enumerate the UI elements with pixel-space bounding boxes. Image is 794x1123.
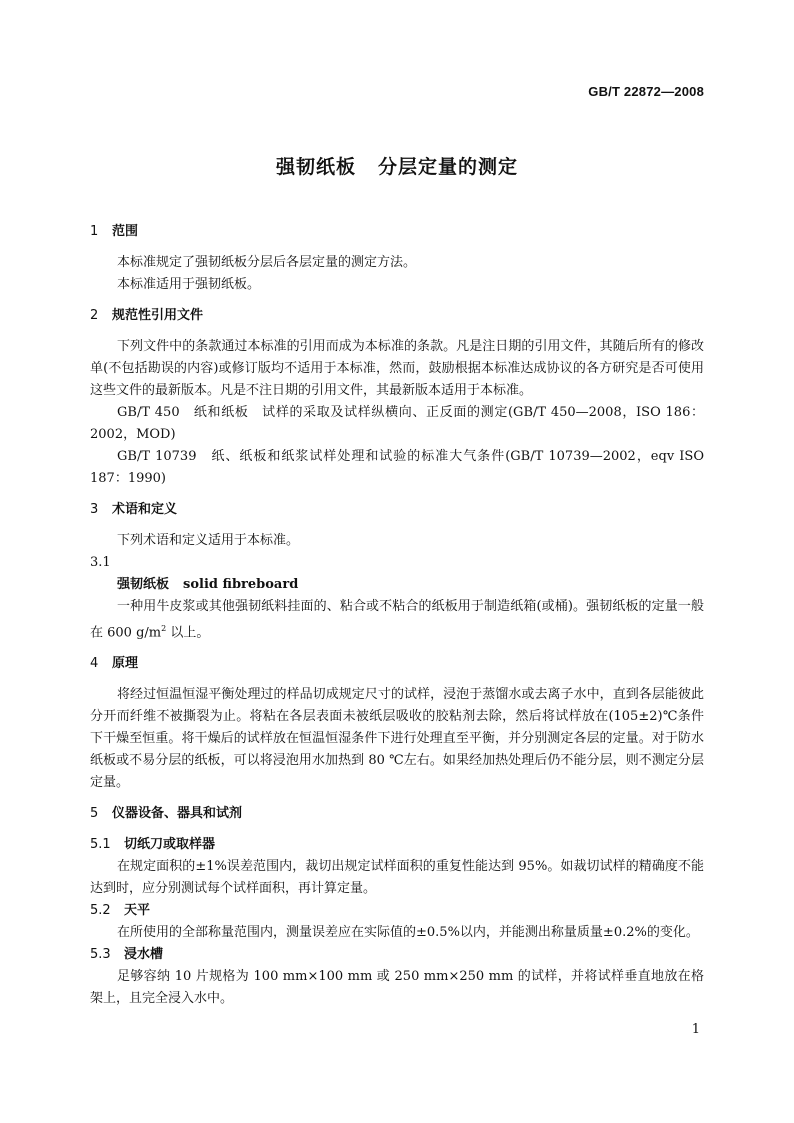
section-heading-terms: 3 术语和定义 xyxy=(90,502,178,517)
reference-entry: GB/T 450 纸和纸板 试样的采取及试样纵横向、正反面的测定(GB/T 450—2008，ISO 186：2002，MOD) xyxy=(90,405,704,442)
section-heading-scope: 1 范围 xyxy=(90,224,139,239)
term-entry xyxy=(90,574,704,596)
paragraph: 本标准规定了强韧纸板分层后各层定量的测定方法。 xyxy=(117,255,417,270)
standard-code: GB/T 22872—2008 xyxy=(588,84,704,99)
section-heading-apparatus: 5 仪器设备、器具和试剂 xyxy=(90,806,243,822)
title-sub: 分层定量的测定 xyxy=(378,156,519,178)
paragraph: 下列术语和定义适用于本标准。 xyxy=(117,533,300,548)
reference-entry: GB/T 10739 纸、纸板和纸浆试样处理和试验的标准大气条件(GB/T 10739—2002，eqv ISO 187：1990) xyxy=(90,449,704,486)
paragraph: 足够容纳 10 片规格为 100 mm×100 mm 或 250 mm×250 mm 的试样，并将试样垂直地放在格架上，且完全浸入水中。 xyxy=(90,969,704,1007)
paragraph: 下列文件中的条款通过本标准的引用而成为本标准的条款。凡是注日期的引用文件，其随后所有的修改单(不包括勘误的内容)或修订版均不适用于本标准，然而，鼓励根据本标准达成协议的各方研究是否可使用这些文件的最新版本。凡是不注日期的引用文件，其最新版本适用于本标准。 xyxy=(90,339,704,398)
paragraph: 在所使用的全部称量范围内，测量误差应在实际值的±0.5%以内，并能测出称量质量±0.2%的变化。 xyxy=(117,925,699,941)
subsection-number: 3.1 xyxy=(90,555,111,570)
title-main: 强韧纸板 xyxy=(275,156,356,178)
subsection-heading-soaking-tank: 5.3 浸水槽 xyxy=(90,947,164,963)
paragraph: 在规定面积的±1%误差范围内，裁切出规定试样面积的重复性能达到 95%。如裁切试样的精确度不能达到时，应分别测试每个试样面积，再计算定量。 xyxy=(90,859,704,897)
paragraph: 本标准适用于强韧纸板。 xyxy=(117,277,261,292)
document-body xyxy=(90,221,704,1010)
section-heading-principle: 4 原理 xyxy=(90,656,139,672)
document-title xyxy=(0,152,794,179)
page-number: 1 xyxy=(691,1022,700,1037)
term-chinese: 强韧纸板 xyxy=(117,577,170,592)
subsection-heading-cutter: 5.1 切纸刀或取样器 xyxy=(90,837,216,853)
term-english: solid fibreboard xyxy=(183,577,299,592)
paragraph: 将经过恒温恒湿平衡处理过的样品切成规定尺寸的试样，浸泡于蒸馏水或去离子水中，直到各层能彼此分开而纤维不被撕裂为止。将粘在各层表面未被纸层吸收的胶粘剂去除，然后将试样放在(105±2)℃条件下干燥至恒重。将干燥后的试样放在恒温恒湿条件下进行处理直至平衡，并分别测定各层的定量。对于防水纸板或不易分层的纸板，可以将浸泡用水加热到 80 ℃左右。如果经加热处理后仍不能分层，则不测定分层定量。 xyxy=(90,687,704,791)
subsection-heading-balance: 5.2 天平 xyxy=(90,903,151,919)
section-heading-normative-references: 2 规范性引用文件 xyxy=(90,308,204,323)
term-definition: 一种用牛皮浆或其他强韧纸料挂面的、粘合或不粘合的纸板用于制造纸箱(或桶)。强韧纸板的定量一般在 600 $g/m^2$ 以上。 xyxy=(90,599,704,641)
